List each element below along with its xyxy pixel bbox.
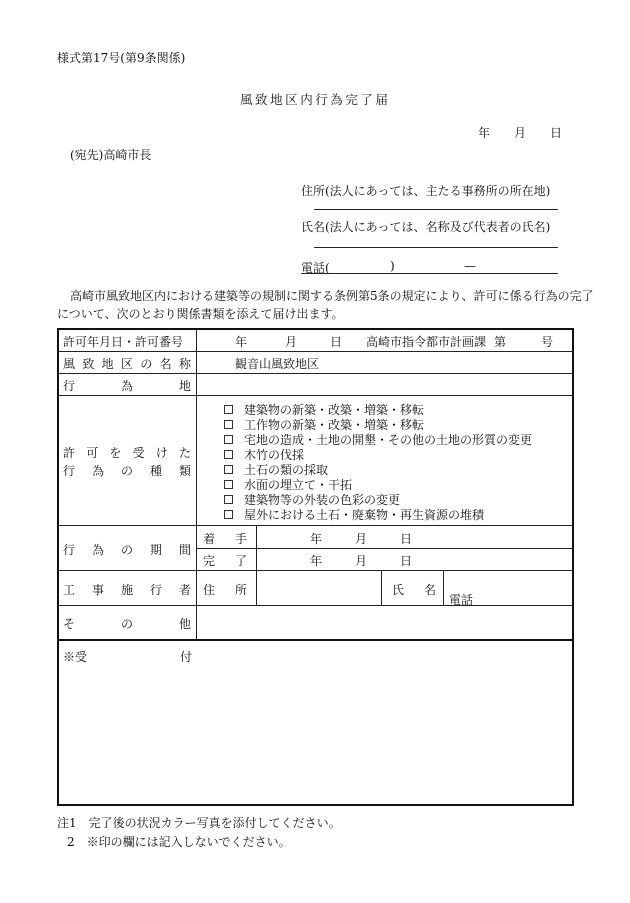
applicant-name-field[interactable] bbox=[314, 247, 558, 248]
other-label: そ の 他 bbox=[63, 617, 191, 631]
table-divider bbox=[58, 605, 573, 606]
start-year[interactable]: 年 bbox=[310, 532, 323, 546]
table-divider bbox=[58, 525, 573, 526]
applicant-phone-label: 電話( bbox=[301, 261, 330, 275]
receipt-label: ※受 bbox=[63, 650, 88, 664]
table-divider bbox=[196, 548, 573, 549]
permit-dai: 第 bbox=[494, 335, 507, 349]
start-label: 着 手 bbox=[203, 532, 247, 546]
table-divider bbox=[58, 639, 573, 641]
checkbox[interactable] bbox=[224, 450, 233, 459]
contractor-phone-label: 電話 bbox=[449, 593, 474, 607]
receipt-label-end: 付 bbox=[180, 650, 193, 664]
table-divider bbox=[58, 395, 573, 396]
site-label: 行 為 地 bbox=[63, 379, 191, 393]
checkbox[interactable] bbox=[224, 480, 233, 489]
district-label: 風 致 地 区 の 名 称 bbox=[63, 357, 191, 371]
applicant-address-label: 住所(法人にあっては、主たる事務所の所在地) bbox=[301, 184, 551, 198]
permit-go: 号 bbox=[541, 335, 554, 349]
activity-type-text: 土石の類の採取 bbox=[244, 463, 329, 477]
activity-type-text: 宅地の造成・土地の開墾・その他の土地の形質の変更 bbox=[244, 433, 533, 447]
table-column-line bbox=[256, 525, 257, 605]
permit-label: 許可年月日・許可番号 bbox=[63, 335, 184, 349]
activity-type-text: 建築物等の外装の色彩の変更 bbox=[244, 493, 401, 507]
intro-line-2: について、次のとおり関係書類を添えて届け出ます。 bbox=[57, 307, 344, 321]
applicant-phone-paren: ) bbox=[390, 259, 395, 273]
date-year-label: 年 bbox=[478, 126, 491, 140]
page-title: 風 致 地 区 内 行 為 完 了 届 bbox=[240, 92, 388, 107]
date-month-label: 月 bbox=[514, 126, 527, 140]
checkbox[interactable] bbox=[224, 420, 233, 429]
permit-dept: 高崎市指令都市計画課 bbox=[366, 335, 487, 349]
start-day[interactable]: 日 bbox=[400, 532, 413, 546]
activity-type-text: 水面の埋立て・干拓 bbox=[244, 478, 353, 492]
activity-type-text: 工作物の新築・改築・増築・移転 bbox=[244, 418, 425, 432]
end-month[interactable]: 月 bbox=[355, 554, 368, 568]
contractor-label: 工 事 施 行 者 bbox=[63, 583, 191, 597]
applicant-address-field[interactable] bbox=[314, 209, 558, 210]
permit-day: 日 bbox=[330, 335, 343, 349]
end-label: 完 了 bbox=[203, 554, 247, 568]
applicant-phone-field[interactable] bbox=[301, 273, 558, 274]
addressee: (宛先)高崎市長 bbox=[70, 148, 152, 162]
end-day[interactable]: 日 bbox=[400, 554, 413, 568]
applicant-name-label: 氏名(法人にあっては、名称及び代表者の氏名) bbox=[301, 220, 551, 234]
district-value[interactable]: 観音山風致地区 bbox=[235, 357, 320, 371]
period-label: 行 為 の 期 間 bbox=[63, 543, 191, 557]
table-column-line bbox=[443, 570, 444, 605]
activity-type-label-1: 許 可 を 受 け た bbox=[63, 446, 191, 460]
activity-type-label-2: 行 為 の 種 類 bbox=[63, 464, 191, 478]
intro-line-1: 高崎市風致地区内における建築等の規制に関する条例第5条の規定により、許可に係る行為の完了 bbox=[70, 289, 594, 303]
activity-type-option[interactable] bbox=[224, 506, 484, 523]
permit-year: 年 bbox=[235, 335, 248, 349]
contractor-name-label: 氏 名 bbox=[392, 583, 436, 597]
note-1: 注1 完了後の状況カラー写真を添付してください。 bbox=[57, 816, 341, 830]
activity-type-text: 建築物の新築・改築・増築・移転 bbox=[244, 403, 425, 417]
note-2: 2 ※印の欄には記入しないでください。 bbox=[67, 835, 291, 849]
table-column-line bbox=[381, 570, 382, 605]
date-day-label: 日 bbox=[550, 126, 563, 140]
table-divider bbox=[58, 351, 573, 352]
applicant-phone-dash: — bbox=[464, 259, 476, 273]
table-divider bbox=[58, 373, 573, 374]
permit-month: 月 bbox=[285, 335, 298, 349]
contractor-address-label: 住 所 bbox=[203, 583, 247, 597]
activity-type-text: 屋外における土石・廃棄物・再生資源の堆積 bbox=[244, 508, 485, 522]
end-year[interactable]: 年 bbox=[310, 554, 323, 568]
checkbox[interactable] bbox=[224, 405, 233, 414]
table-column-line bbox=[196, 329, 197, 639]
checkbox[interactable] bbox=[224, 510, 233, 519]
checkbox[interactable] bbox=[224, 495, 233, 504]
checkbox[interactable] bbox=[224, 465, 233, 474]
checkbox[interactable] bbox=[224, 435, 233, 444]
activity-type-text: 木竹の伐採 bbox=[244, 448, 305, 462]
form-number: 様式第17号(第9条関係) bbox=[57, 51, 186, 65]
table-divider bbox=[58, 570, 573, 571]
start-month[interactable]: 月 bbox=[355, 532, 368, 546]
